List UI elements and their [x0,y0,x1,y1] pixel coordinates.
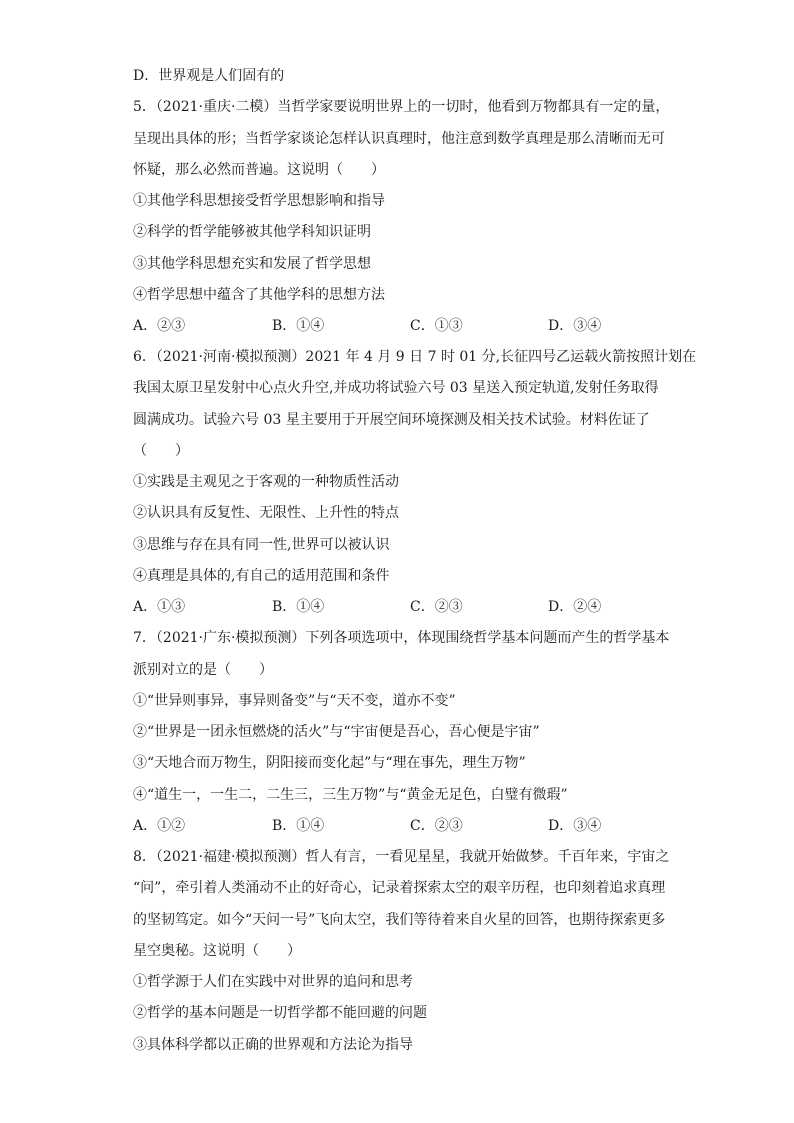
q4-option-d: D．世界观是人们固有的 [133,68,285,84]
q6-statement-3: ③思维与存在具有同一性,世界可以被认识 [133,537,390,553]
q7-stem-line-1: 7．（2021·广东·模拟预测）下列各项选项中，体现围绕哲学基本问题而产生的哲学基本 [133,630,670,646]
q8-stem-line-2: “问”，牵引着人类涌动不止的好奇心，记录着探索太空的艰辛历程，也印刻着追求真理 [133,880,666,896]
q7-statement-1: ①“世异则事异，事异则备变”与“天不变，道亦不变” [133,693,456,709]
q6-statement-4: ④真理是具体的,有自己的适用范围和条件 [133,568,390,584]
q6-statement-2: ②认识具有反复性、无限性、上升性的特点 [133,505,399,521]
q5-stem-line-2: 呈现出具体的形；当哲学家谈论怎样认识真理时，他注意到数学真理是那么清晰而无可 [133,131,665,147]
q7-option-b: B．①④ [272,818,325,834]
q7-option-d: D．③④ [548,818,602,834]
q7-statement-4: ④“道生一，一生二，二生三，三生万物”与“黄金无足色，白璧有微瑕” [133,787,568,803]
q8-statement-1: ①哲学源于人们在实践中对世界的追问和思考 [133,974,413,990]
q5-answer-options [133,316,633,336]
q6-stem-line-3: 圆满成功。试验六号 03 星主要用于开展空间环境探测及相关技术试验。材料佐证了 [133,412,650,428]
q5-option-d: D．③④ [548,318,602,334]
q7-statement-3: ③“天地合而万物生，阴阳接而变化起”与“理在事先，理生万物” [133,755,526,771]
q5-statement-1: ①其他学科思想接受哲学思想影响和指导 [133,193,385,209]
q7-answer-options [133,816,633,836]
q7-statement-2: ②“世界是一团永恒燃烧的活火”与“宇宙便是吾心，吾心便是宇宙” [133,724,540,740]
q8-stem-line-3: 的坚韧笃定。如今“天问一号”飞向太空，我们等待着来自火星的回答，也期待探索更多 [133,912,666,928]
q6-statement-1: ①实践是主观见之于客观的一种物质性活动 [133,474,399,490]
q7-option-c: C．②③ [410,818,463,834]
q5-statement-4: ④哲学思想中蕴含了其他学科的思想方法 [133,287,385,303]
q6-option-c: C．②③ [410,599,463,615]
q8-statement-2: ②哲学的基本问题是一切哲学都不能回避的问题 [133,1005,427,1021]
q8-statement-3: ③具体科学都以正确的世界观和方法论为指导 [133,1037,413,1053]
q5-statement-2: ②科学的哲学能够被其他学科知识证明 [133,224,371,240]
q8-stem-line-4: 星空奥秘。这说明（ ） [133,943,301,959]
q6-stem-line-4: （ ） [133,443,189,459]
q5-stem-line-1: 5．（2021·重庆·二模）当哲学家要说明世界上的一切时，他看到万物都具有一定的量， [133,99,670,115]
q6-stem-line-2: 我国太原卫星发射中心点火升空,并成功将试验六号 03 星送入预定轨道,发射任务取得 [133,380,659,396]
q5-stem-line-3: 怀疑，那么必然而普遍。这说明（ ） [133,162,385,178]
q6-option-d: D．②④ [548,599,602,615]
q5-option-a: A．②③ [133,318,186,334]
q6-option-b: B．①④ [272,599,325,615]
q6-option-a: A．①③ [133,599,186,615]
q5-option-c: C．①③ [410,318,463,334]
q7-option-a: A．①② [133,818,186,834]
q5-option-b: B．①④ [272,318,325,334]
q5-statement-3: ③其他学科思想充实和发展了哲学思想 [133,256,371,272]
q6-answer-options [133,597,633,617]
q6-stem-line-1: 6．（2021·河南·模拟预测）2021 年 4 月 9 日 7 时 01 分,长征四号乙运载火箭按照计划在 [133,349,697,365]
q8-stem-line-1: 8．（2021·福建·模拟预测）哲人有言，一看见星星，我就开始做梦。千百年来，宇宙之 [133,849,670,865]
q7-stem-line-2: 派别对立的是（ ） [133,662,273,678]
